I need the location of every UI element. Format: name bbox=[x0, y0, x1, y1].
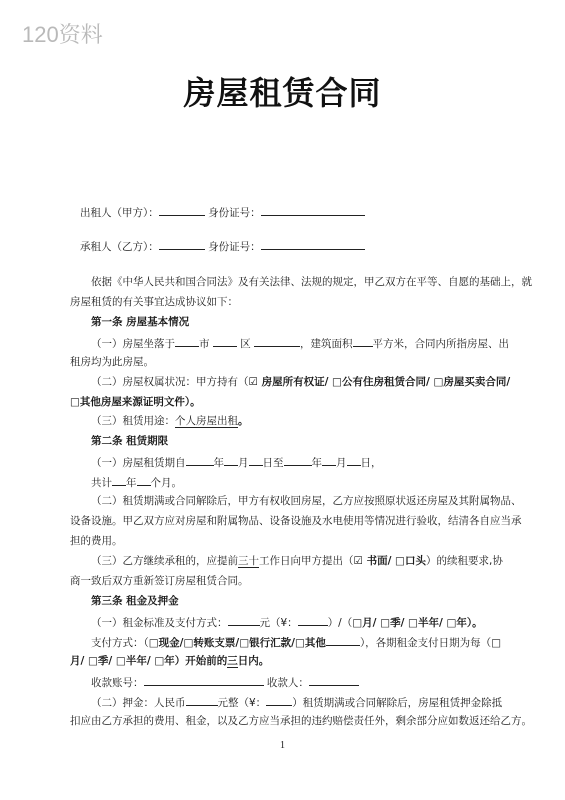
article-3-para-3 bbox=[91, 674, 359, 690]
intro-line-2: 房屋租赁的有关事宜达成协议如下： bbox=[70, 296, 238, 308]
rent-amount-blank[interactable] bbox=[228, 614, 260, 626]
total-months-blank[interactable] bbox=[137, 474, 151, 486]
text: 共计 bbox=[91, 477, 112, 489]
start-month-blank[interactable] bbox=[224, 454, 238, 466]
text: 市 bbox=[199, 338, 210, 350]
text: （三）租赁用途： bbox=[91, 415, 175, 427]
payment-days-value: 三 bbox=[227, 655, 238, 667]
text: 元（¥： bbox=[259, 617, 298, 629]
payee-blank[interactable] bbox=[309, 674, 359, 686]
text: （一）房屋租赁期自 bbox=[91, 457, 186, 469]
text: ）租赁期满或合同解除后，房屋租赁押金除抵 bbox=[292, 697, 503, 709]
lessee-line bbox=[80, 238, 365, 254]
text: 日， bbox=[360, 457, 382, 469]
text: 月 bbox=[336, 457, 347, 469]
deposit-numeric-blank[interactable] bbox=[266, 694, 292, 706]
district-blank[interactable] bbox=[213, 335, 237, 347]
lessee-name-blank[interactable] bbox=[159, 238, 205, 250]
text: 月 bbox=[238, 457, 249, 469]
article-1-para-3 bbox=[91, 414, 249, 428]
article-2-para-1-cont bbox=[91, 474, 182, 490]
text: （一）租金标准及支付方式： bbox=[91, 617, 228, 629]
text: 元整（¥： bbox=[217, 697, 267, 709]
usage-value: 个人房屋出租 bbox=[175, 415, 238, 427]
lessee-label: 承租人（乙方）： bbox=[80, 241, 159, 253]
article-1-para-1-cont: 租房均为此房屋。 bbox=[70, 356, 154, 368]
article-2-para-3 bbox=[91, 554, 503, 568]
text: 收款人： bbox=[266, 677, 309, 689]
article-1-para-1 bbox=[91, 335, 509, 351]
lessor-name-blank[interactable] bbox=[159, 204, 205, 216]
lessor-id-label: 身份证号： bbox=[208, 207, 261, 219]
deposit-amount-blank[interactable] bbox=[186, 694, 218, 706]
text: ）的续租要求,协 bbox=[425, 555, 503, 567]
article-2-para-2: （二）租赁期满或合同解除后，甲方有权收回房屋，乙方应按照原状返还房屋及其附属物品、 bbox=[91, 495, 522, 507]
article-3-para-4 bbox=[91, 694, 502, 710]
text: ），各期租金支付日期为每（□ bbox=[359, 637, 502, 649]
text: ）/（ bbox=[327, 617, 353, 629]
article-3-para-2 bbox=[91, 634, 501, 650]
lessee-id-label: 身份证号： bbox=[208, 241, 261, 253]
text: 收款账号： bbox=[91, 677, 144, 689]
ownership-options[interactable]: ☑ 房屋所有权证/ □公有住房租赁合同/ □房屋买卖合同/ bbox=[248, 376, 511, 388]
text: 平方米，合同内所指房屋、出 bbox=[372, 338, 510, 350]
text: 日内。 bbox=[237, 655, 270, 667]
total-years-blank[interactable] bbox=[112, 474, 126, 486]
end-year-blank[interactable] bbox=[284, 454, 312, 466]
text: 年 bbox=[213, 457, 224, 469]
lessor-label: 出租人（甲方）： bbox=[80, 207, 159, 219]
lessor-id-blank[interactable] bbox=[261, 204, 365, 216]
text: 区 bbox=[240, 338, 251, 350]
article-3-heading: 第三条 租金及押金 bbox=[91, 595, 179, 607]
text: ）开始前的 bbox=[174, 655, 228, 667]
rent-period-options[interactable]: □月/ □季/ □半年/ □年 bbox=[352, 617, 467, 629]
article-3-para-2-cont bbox=[70, 654, 269, 668]
text: （一）房屋坐落于 bbox=[91, 338, 175, 350]
start-year-blank[interactable] bbox=[186, 454, 214, 466]
renewal-method-options[interactable]: ☑ 书面/ □口头 bbox=[353, 555, 426, 567]
intro-line-1: 依据《中华人民共和国合同法》及有关法律、法规的规定，甲乙双方在平等、自愿的基础上，就 bbox=[91, 276, 532, 288]
article-1-heading: 第一条 房屋基本情况 bbox=[91, 316, 190, 328]
start-day-blank[interactable] bbox=[249, 454, 263, 466]
area-blank[interactable] bbox=[353, 335, 373, 347]
lessee-id-blank[interactable] bbox=[261, 238, 365, 250]
address-blank[interactable] bbox=[254, 335, 300, 347]
text: ）。 bbox=[466, 617, 483, 629]
article-2-para-2-cont-2: 担的费用。 bbox=[70, 535, 123, 547]
text: 年 bbox=[126, 477, 137, 489]
text: 年 bbox=[311, 457, 322, 469]
document-title: 房屋租赁合同 bbox=[183, 74, 382, 112]
city-blank[interactable] bbox=[175, 335, 199, 347]
article-1-para-2 bbox=[91, 375, 510, 389]
article-3-para-1 bbox=[91, 614, 483, 630]
text: 支付方式：（ bbox=[91, 637, 149, 649]
end-month-blank[interactable] bbox=[322, 454, 336, 466]
text: ，建筑面积 bbox=[300, 338, 353, 350]
other-method-blank[interactable] bbox=[326, 634, 360, 646]
text: 个月。 bbox=[150, 477, 182, 489]
account-number-blank[interactable] bbox=[144, 674, 264, 686]
payment-cycle-options[interactable]: 月/ □季/ □半年/ □年 bbox=[70, 655, 175, 667]
text: 日至 bbox=[262, 457, 284, 469]
article-3-para-4-cont: 扣应由乙方承担的费用、租金，以及乙方应当承担的违约赔偿责任外，剩余部分应如数返还给乙方。 bbox=[70, 715, 532, 727]
watermark: 120资料 bbox=[22, 22, 103, 47]
article-2-para-2-cont-1: 设备设施。甲乙双方应对房屋和附属物品、设备设施及水电使用等情况进行验收，结清各自应当承 bbox=[70, 515, 522, 527]
end-day-blank[interactable] bbox=[347, 454, 361, 466]
article-2-para-3-cont: 商一致后双方重新签订房屋租赁合同。 bbox=[70, 575, 249, 587]
text: （二）房屋权属状况：甲方持有（ bbox=[91, 376, 249, 388]
text: （三）乙方继续承租的，应提前 bbox=[91, 555, 238, 567]
article-2-heading: 第二条 租赁期限 bbox=[91, 435, 169, 447]
text: 。 bbox=[238, 415, 249, 427]
article-2-para-1 bbox=[91, 454, 382, 470]
article-1-para-2-cont: □其他房屋来源证明文件）。 bbox=[70, 396, 201, 408]
text: 工作日向甲方提出（ bbox=[259, 555, 354, 567]
payment-method-options[interactable]: □现金/□转账支票/□银行汇款/□其他 bbox=[148, 637, 326, 649]
text: （二）押金：人民币 bbox=[91, 697, 186, 709]
notice-days-value: 三十 bbox=[238, 555, 259, 567]
page-number: 1 bbox=[280, 740, 285, 751]
rent-numeric-blank[interactable] bbox=[298, 614, 328, 626]
lessor-line bbox=[80, 204, 365, 220]
